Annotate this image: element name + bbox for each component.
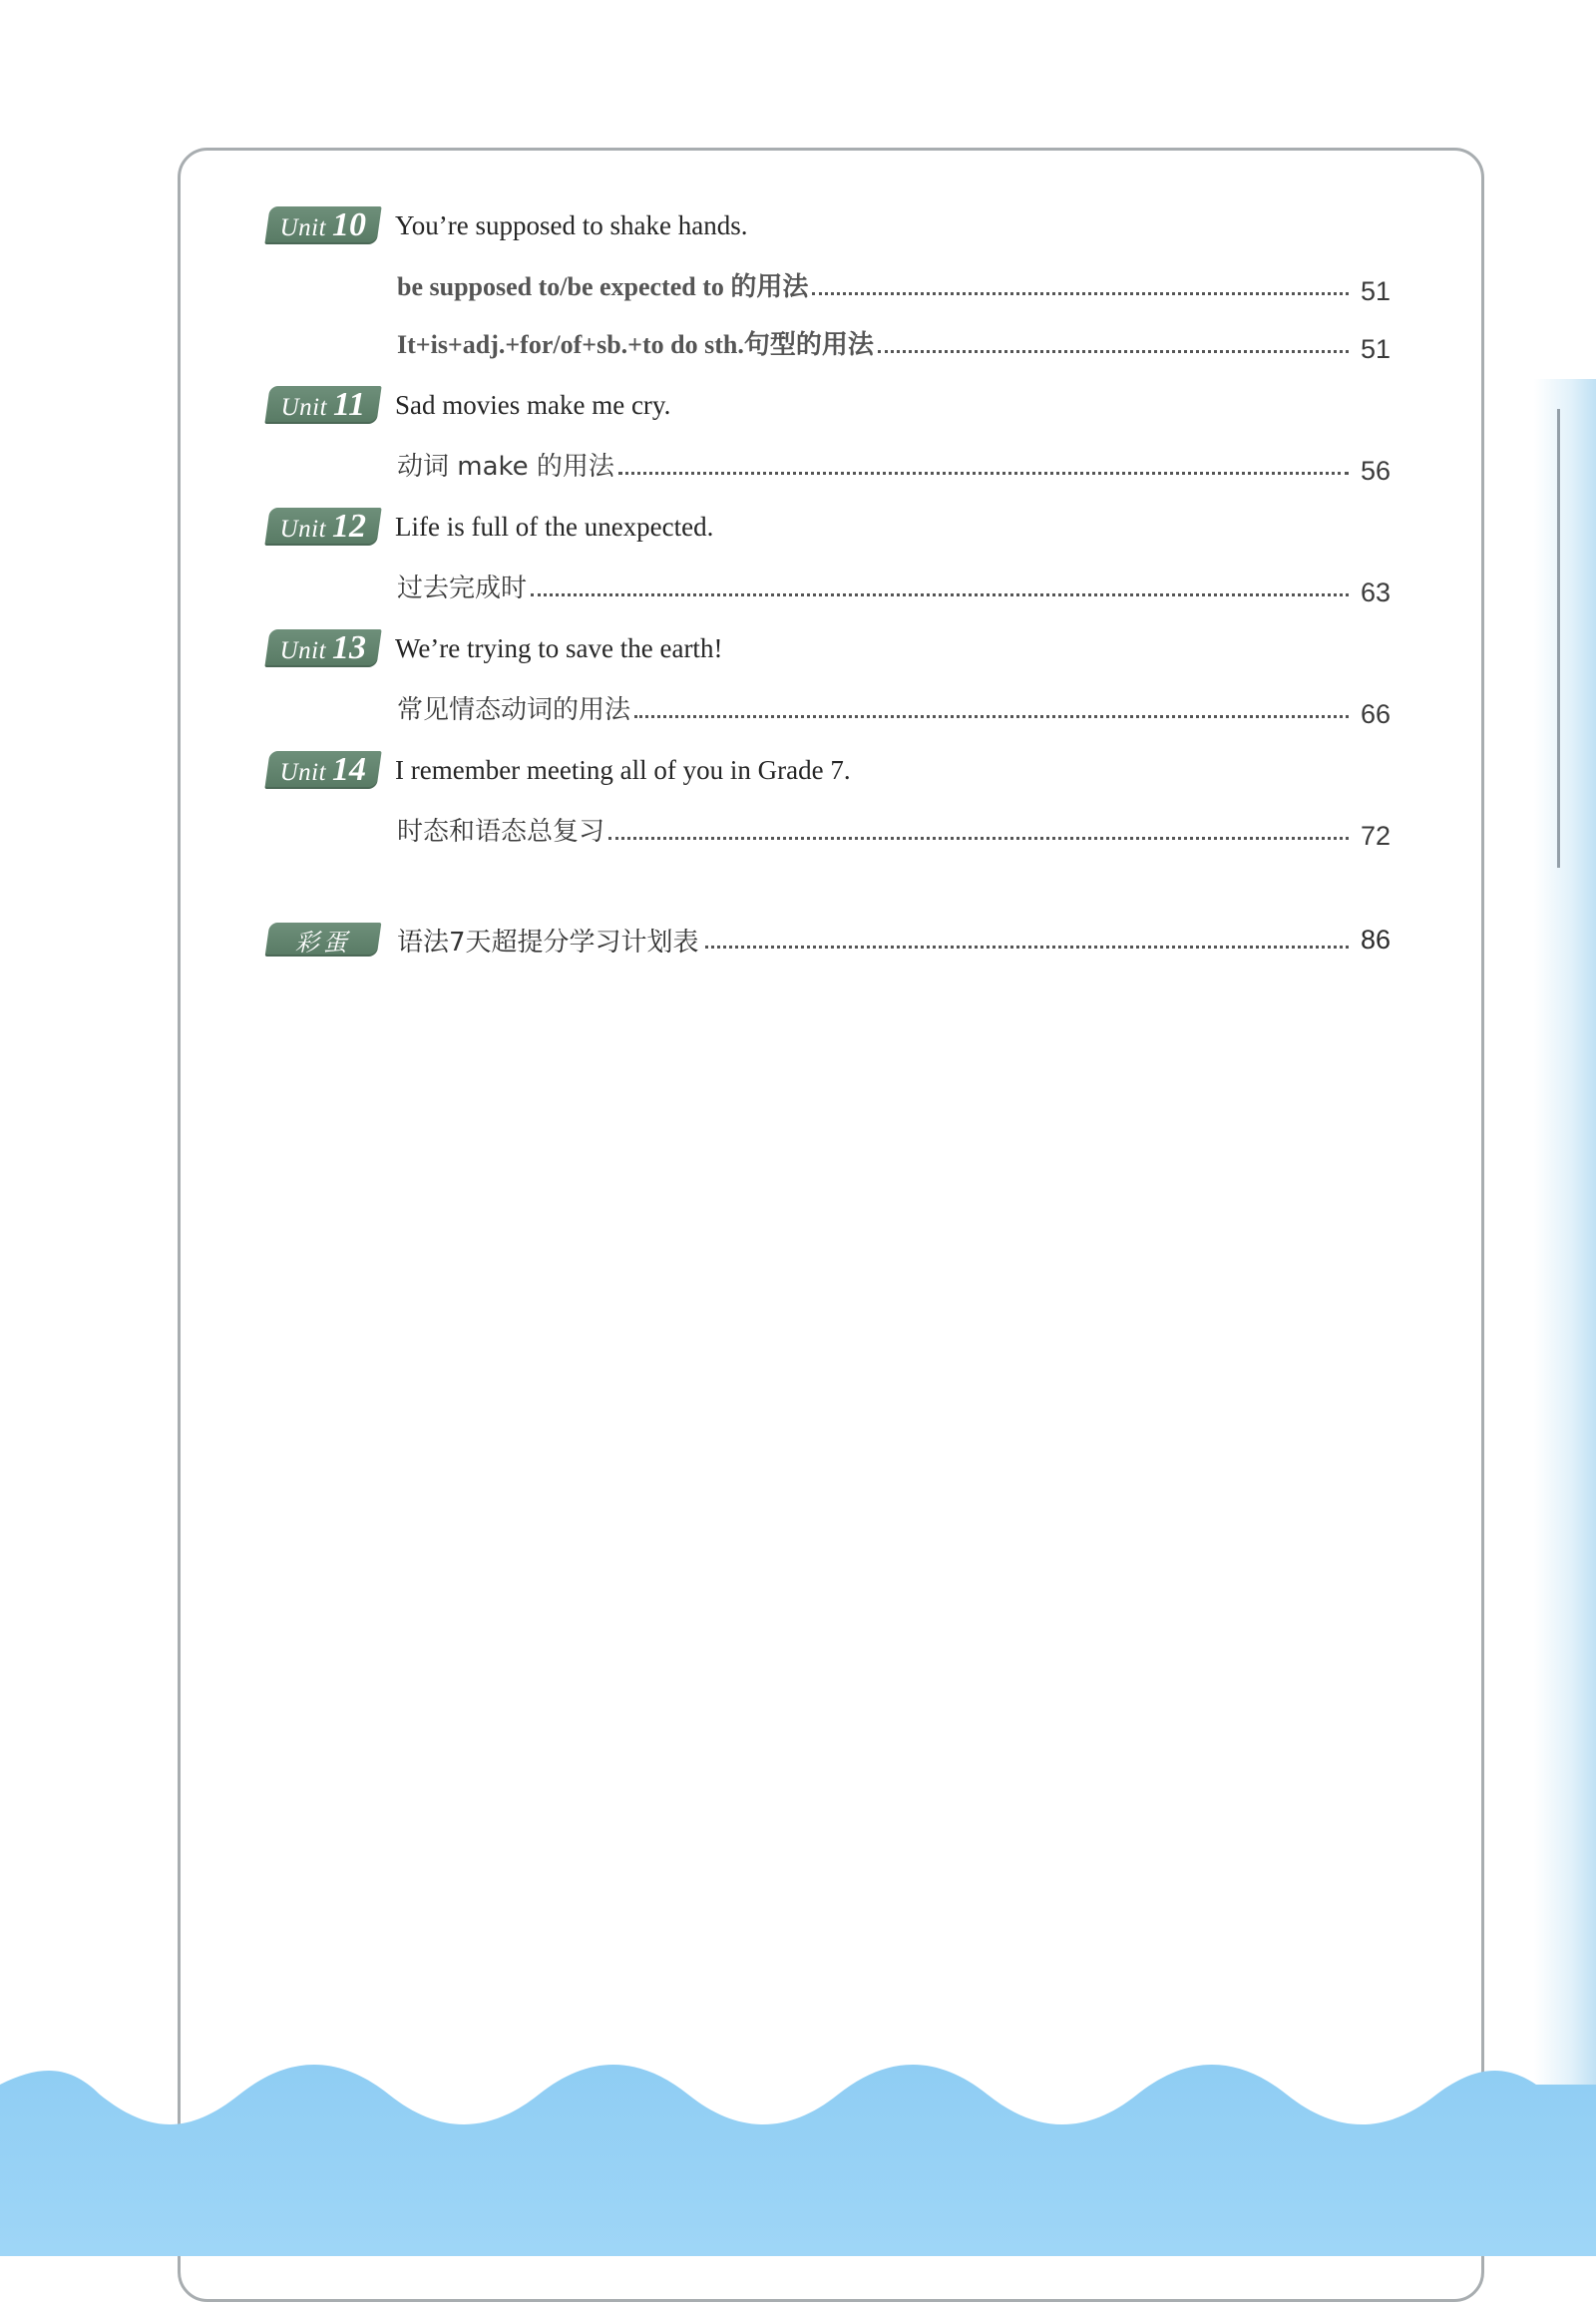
toc-unit-11 [267,379,1391,489]
toc-entry-label: 动词 make 的用法 [397,452,614,482]
unit-header [267,744,1391,796]
toc-page-number: 72 [1360,821,1391,851]
toc-unit-14 [267,744,1391,854]
dot-leader [634,715,1349,718]
unit-badge-word: Unit [279,214,326,241]
toc-entry-label: 常见情态动词的用法 [397,695,631,725]
unit-title: Life is full of the unexpected. [395,511,714,542]
bonus-badge-label: 彩蛋 [294,929,351,957]
toc-entry[interactable] [397,796,1391,854]
unit-badge [264,751,381,789]
unit-badge-word: Unit [279,516,326,543]
bonus-label: 语法7天超提分学习计划表 [397,927,699,958]
unit-badge-word: Unit [279,759,326,786]
toc-entry-label: It+is+adj.+for/of+sb.+to do sth.句型的用法 [397,330,874,359]
toc-unit-12 [267,501,1391,610]
unit-badge-number: 12 [332,508,367,545]
toc-page-number: 66 [1360,699,1391,729]
toc-page-number: 51 [1360,334,1391,364]
unit-badge-number: 13 [332,629,367,666]
unit-header [267,199,1391,251]
page-edge-shade [1534,379,1596,2254]
dot-leader [618,472,1349,475]
unit-header [267,501,1391,553]
dot-leader [531,593,1349,596]
toc-page-number: 56 [1360,456,1391,486]
dot-leader [812,292,1349,295]
dot-leader [878,350,1349,353]
dot-leader [608,837,1349,840]
toc-bonus-entry[interactable] [267,912,1391,967]
unit-badge-word: Unit [280,394,327,421]
unit-title: I remember meeting all of you in Grade 7. [395,754,851,785]
toc-entry-label: 过去完成时 [397,574,528,603]
toc-entry[interactable] [397,251,1391,309]
unit-badge [264,629,381,667]
dot-leader [705,946,1349,949]
unit-title: We’re trying to save the earth! [395,632,723,663]
toc-entry[interactable] [397,553,1391,610]
unit-badge-number: 11 [333,386,366,423]
unit-badge-number: 14 [332,751,367,788]
table-of-contents [267,199,1391,967]
toc-unit-13 [267,622,1391,732]
unit-title: You’re supposed to shake hands. [395,209,748,240]
page-edge-line [1557,409,1560,868]
unit-header [267,379,1391,431]
toc-entry-label: be supposed to/be expected to 的用法 [397,272,809,301]
wave-footer-decoration [0,2025,1596,2256]
unit-badge [264,206,381,244]
unit-badge [264,386,381,424]
toc-page-number: 51 [1360,276,1391,306]
toc-entry[interactable] [397,674,1391,732]
unit-badge-number: 10 [332,206,367,243]
unit-title: Sad movies make me cry. [395,389,671,420]
unit-badge [264,508,381,546]
unit-header [267,622,1391,674]
toc-entry[interactable] [397,309,1391,367]
toc-page-number: 63 [1360,577,1391,607]
toc-entry[interactable] [397,431,1391,489]
unit-badge-word: Unit [279,637,326,664]
bonus-page-number: 86 [1360,924,1391,955]
toc-entry-label: 时态和语态总复习 [397,817,605,847]
toc-unit-10 [267,199,1391,367]
bonus-badge [265,923,382,957]
